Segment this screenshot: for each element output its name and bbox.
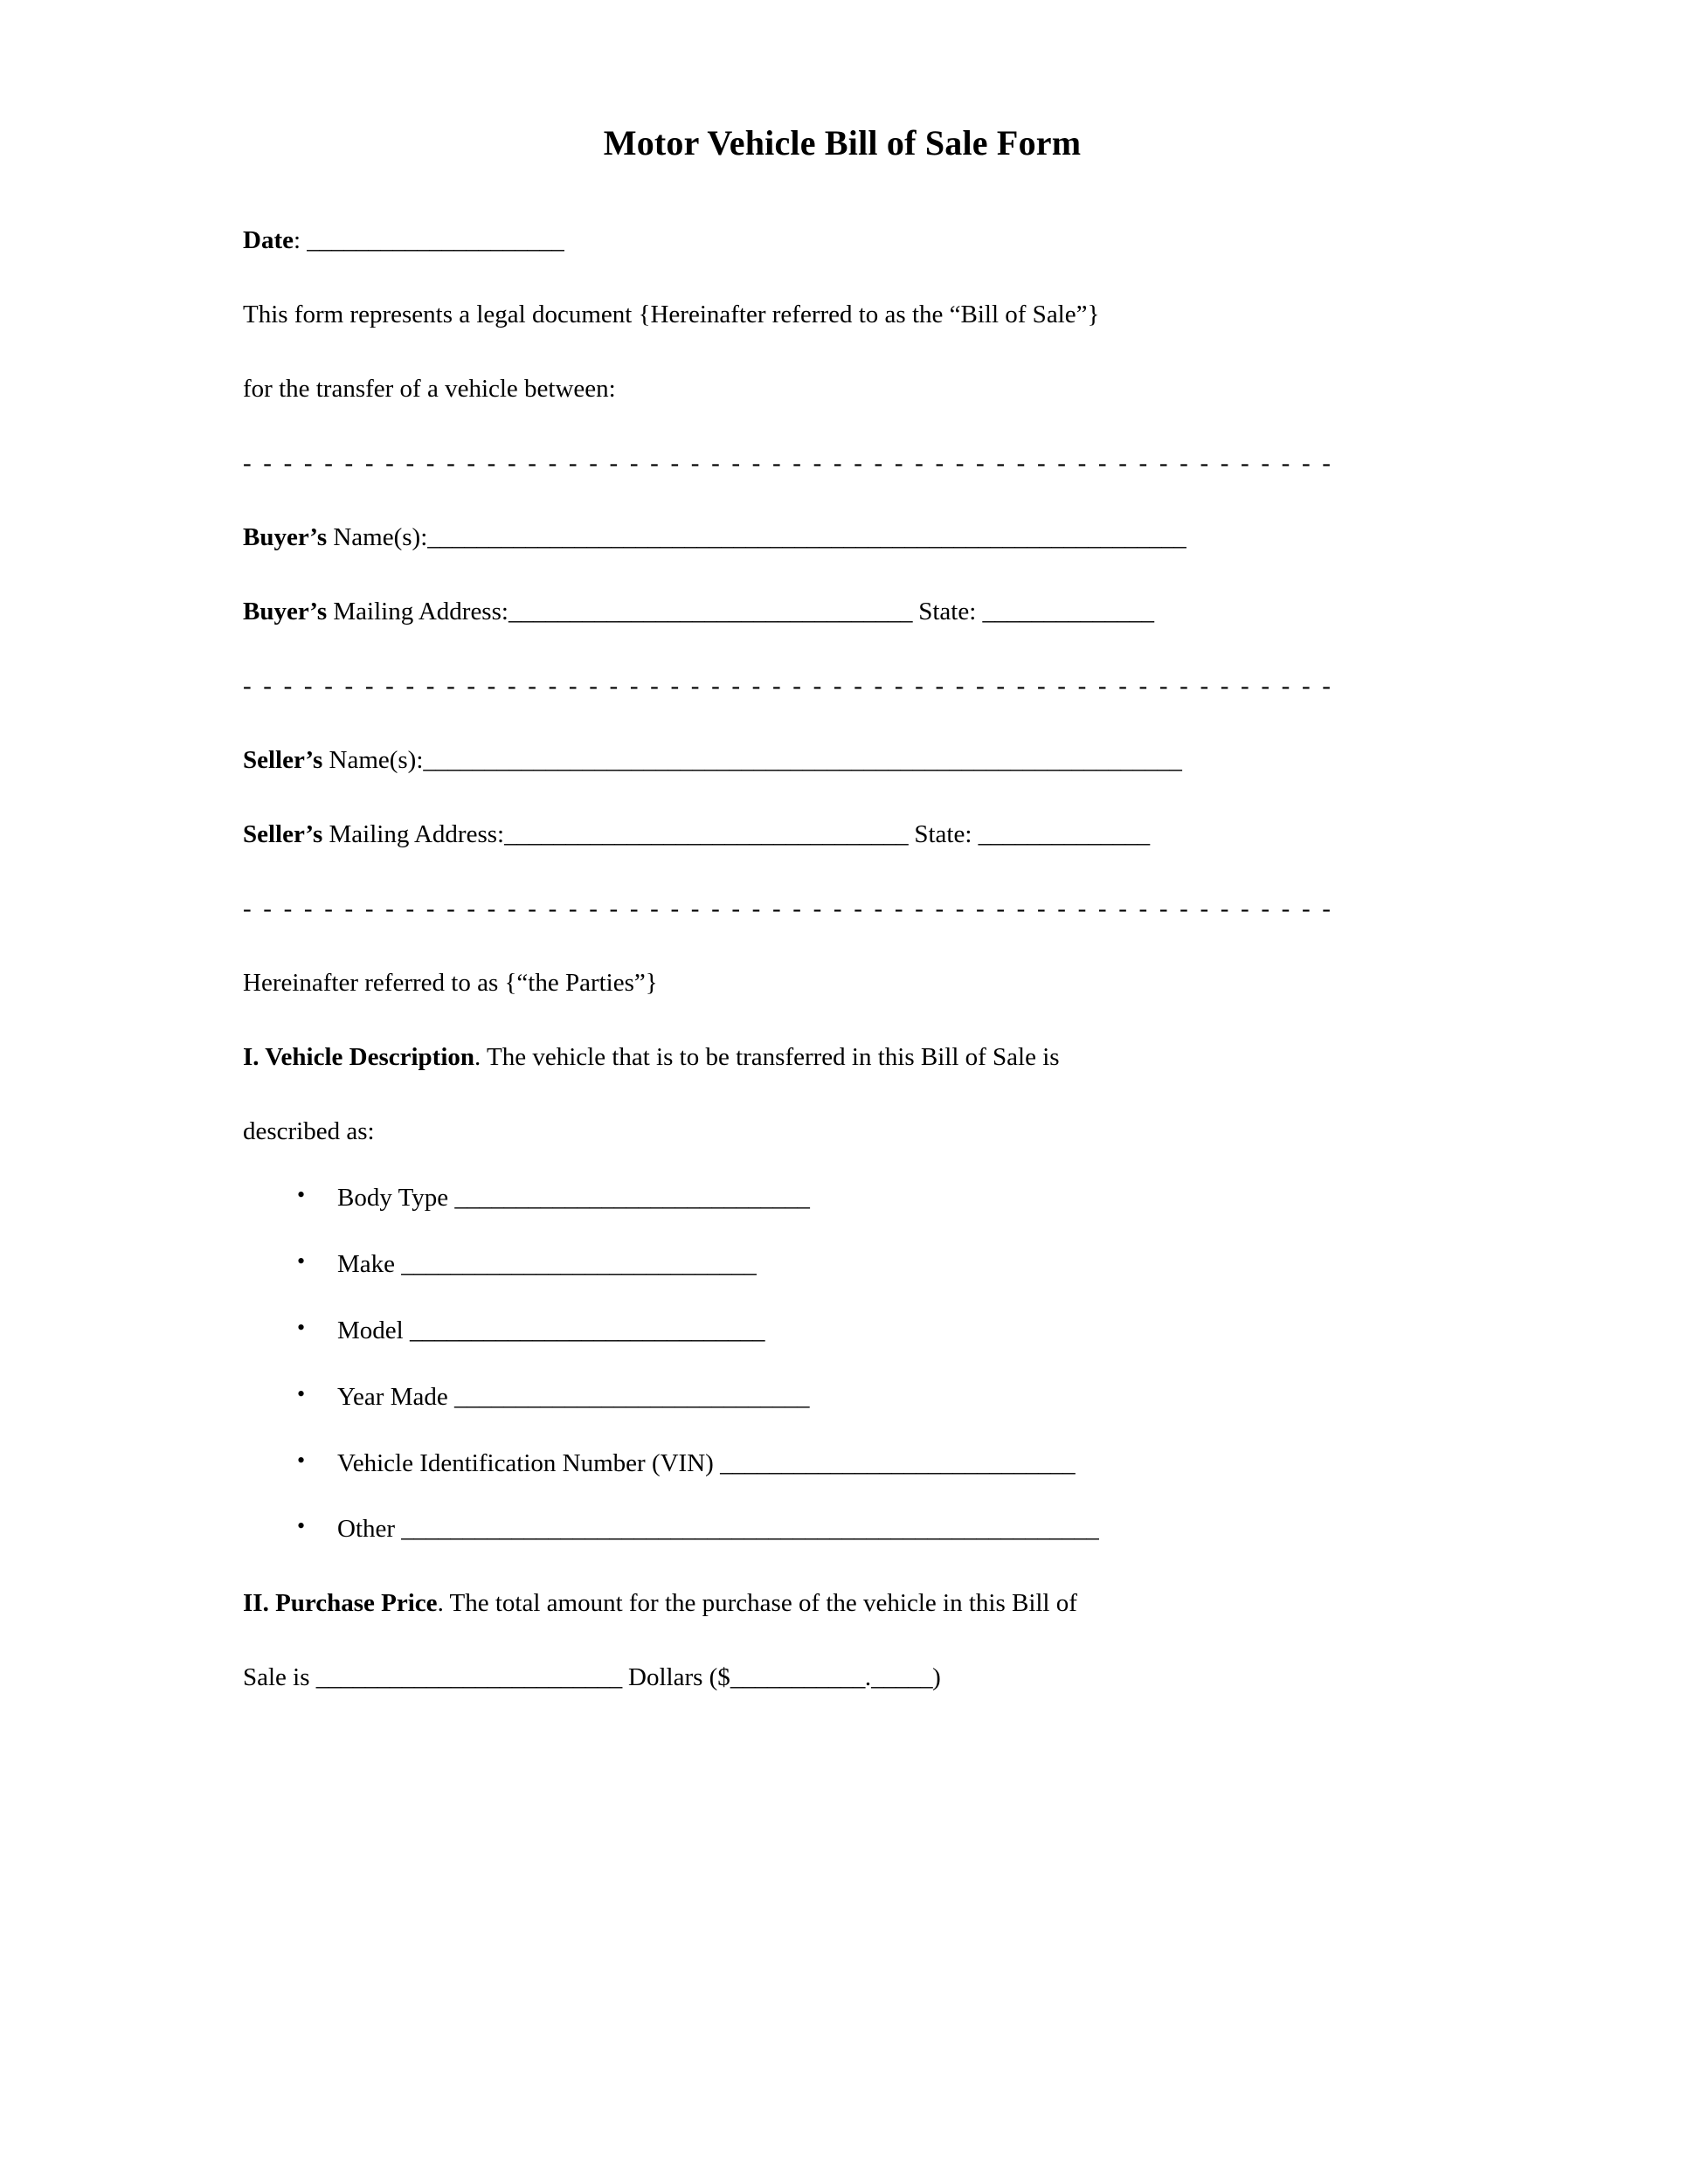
make-blank[interactable]: _____________________________ (401, 1249, 757, 1278)
vin-blank[interactable]: _____________________________ (720, 1448, 1076, 1477)
section-2-line-1 (243, 1589, 1442, 1618)
buyer-name-label: Name(s): (327, 523, 428, 551)
seller-name-bold-label: Seller’s (243, 746, 323, 774)
buyer-state-label: State: (911, 598, 983, 625)
section-1-text: . The vehicle that is to be transferred in this Bill of Sale is (474, 1043, 1060, 1071)
section-1-line-2: described as: (243, 1117, 375, 1145)
date-label: Date (243, 226, 294, 254)
seller-state-blank[interactable]: ______________ (978, 820, 1150, 848)
buyer-name-bold-label: Buyer’s (243, 523, 328, 551)
document-body (243, 0, 1442, 1692)
seller-name-row (243, 746, 1442, 775)
buyer-address-row (243, 598, 1442, 626)
buyer-name-row (243, 523, 1442, 552)
seller-address-blank[interactable]: _________________________________ (504, 820, 909, 848)
buyer-address-bold-label: Buyer’s (243, 598, 328, 625)
list-item (243, 1384, 1442, 1412)
list-item (243, 1516, 1442, 1544)
seller-address-row (243, 820, 1442, 849)
other-blank[interactable]: _________________________________________________________ (401, 1515, 1099, 1544)
seller-name-blank[interactable]: ______________________________________________________________ (423, 746, 1182, 774)
seller-state-label: State: (908, 820, 979, 848)
intro-line-1: This form represents a legal document {Hereinafter referred to as the “Bill of Sale”} (243, 301, 1100, 328)
model-label: Model (337, 1316, 410, 1344)
parties-line: Hereinafter referred to as {“the Parties”} (243, 969, 658, 997)
section-1-heading: I. Vehicle Description (243, 1043, 475, 1071)
date-colon: : (293, 226, 308, 254)
list-item (243, 1317, 1442, 1345)
buyer-address-blank[interactable]: _________________________________ (508, 598, 912, 625)
body-type-label: Body Type (337, 1184, 455, 1212)
buyer-address-label: Mailing Address: (327, 598, 508, 625)
close-paren: ) (932, 1663, 941, 1692)
year-made-label: Year Made (337, 1382, 454, 1411)
body-type-blank[interactable]: _____________________________ (454, 1184, 810, 1212)
seller-address-label: Mailing Address: (322, 820, 505, 848)
model-blank[interactable]: _____________________________ (409, 1316, 764, 1344)
dollars-blank[interactable]: ___________ (730, 1663, 865, 1692)
dollars-label: Dollars ($ (621, 1663, 730, 1692)
seller-address-bold-label: Seller’s (243, 820, 323, 848)
seller-name-label: Name(s): (322, 746, 424, 774)
list-item (243, 1450, 1442, 1478)
date-row (243, 226, 1442, 255)
divider-3: - - - - - - - - - - - - - - - - - - - - - - - - - - - - - - - - - - - - - - - - - - - - - - - - - - - - - - (243, 895, 1334, 923)
year-made-blank[interactable]: _____________________________ (453, 1382, 809, 1411)
list-item (243, 1185, 1442, 1213)
date-blank[interactable]: _____________________ (307, 226, 564, 254)
vin-label: Vehicle Identification Number (VIN) (337, 1448, 721, 1477)
divider-1: - - - - - - - - - - - - - - - - - - - - - - - - - - - - - - - - - - - - - - - - - - - - - - - - - - - - - - (243, 449, 1334, 477)
sale-is-label: Sale is (243, 1663, 316, 1692)
buyer-name-blank[interactable]: ______________________________________________________________ (427, 523, 1186, 551)
section-2-line-2 (243, 1663, 1442, 1692)
other-label: Other (337, 1515, 402, 1544)
page-title: Motor Vehicle Bill of Sale Form (603, 123, 1082, 162)
divider-2: - - - - - - - - - - - - - - - - - - - - - - - - - - - - - - - - - - - - - - - - - - - - - - - - - - - - - - (243, 672, 1334, 700)
purchase-amount-blank[interactable]: _________________________ (315, 1663, 622, 1692)
buyer-state-blank[interactable]: ______________ (982, 598, 1154, 625)
vehicle-description-list (243, 1185, 1442, 1544)
intro-line-2: for the transfer of a vehicle between: (243, 375, 616, 403)
section-1-line-1 (243, 1043, 1442, 1072)
section-2-text: . The total amount for the purchase of the vehicle in this Bill of (437, 1589, 1077, 1618)
cents-separator: . (864, 1663, 872, 1692)
list-item (243, 1251, 1442, 1279)
cents-blank[interactable]: _____ (871, 1663, 933, 1692)
make-label: Make (337, 1249, 402, 1278)
section-2-heading: II. Purchase Price (243, 1589, 438, 1618)
